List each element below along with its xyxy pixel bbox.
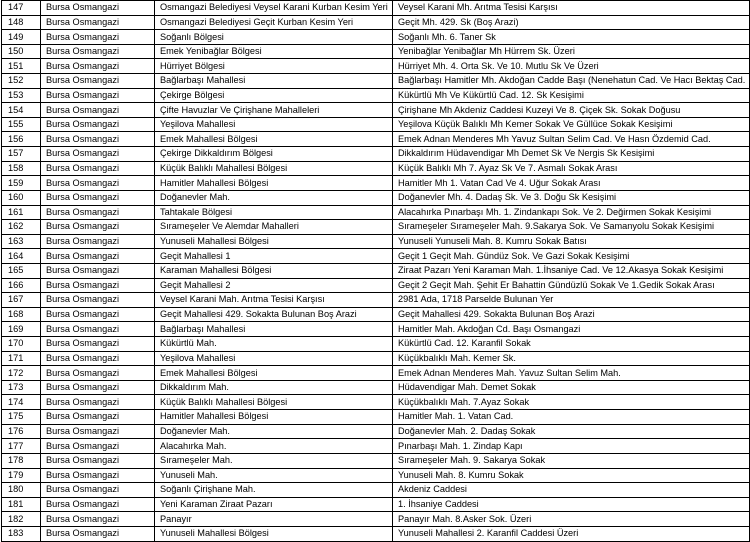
district-cell: Bursa Osmangazi (41, 512, 155, 527)
district-cell: Bursa Osmangazi (41, 147, 155, 162)
row-number-cell: 175 (2, 410, 41, 425)
table-row (2, 468, 750, 483)
table-row (2, 190, 750, 205)
location-name-cell: Soğanlı Çirişhane Mah. (155, 483, 393, 498)
table-row (2, 220, 750, 235)
address-cell: Küçük Balıklı Mh 7. Ayaz Sk Ve 7. Asmalı Sokak Arası (393, 161, 750, 176)
location-name-cell: Dikkaldırım Mah. (155, 380, 393, 395)
district-cell: Bursa Osmangazi (41, 366, 155, 381)
row-number-cell: 166 (2, 278, 41, 293)
district-cell: Bursa Osmangazi (41, 190, 155, 205)
address-cell: Veysel Karani Mh. Arıtma Tesisi Karşısı (393, 1, 750, 16)
row-number-cell: 172 (2, 366, 41, 381)
address-cell: Panayır Mah. 8.Asker Sok. Üzeri (393, 512, 750, 527)
table-row (2, 322, 750, 337)
row-number-cell: 156 (2, 132, 41, 147)
district-cell: Bursa Osmangazi (41, 74, 155, 89)
table-row (2, 74, 750, 89)
district-cell: Bursa Osmangazi (41, 205, 155, 220)
address-cell: Geçit 1 Geçit Mah. Gündüz Sok. Ve Gazi Sokak Kesişimi (393, 249, 750, 264)
district-cell: Bursa Osmangazi (41, 337, 155, 352)
location-name-cell: Bağlarbaşı Mahallesi (155, 322, 393, 337)
address-cell: Bağlarbaşı Hamitler Mh. Akdoğan Cadde Başı (Nenehatun Cad. Ve Hacı Bektaş Cad. (393, 74, 750, 89)
table-row (2, 424, 750, 439)
location-name-cell: Yeşilova Mahallesi (155, 117, 393, 132)
address-cell: Hamitler Mah. Akdoğan Cd. Başı Osmangazi (393, 322, 750, 337)
location-name-cell: Yeni Karaman Ziraat Pazarı (155, 497, 393, 512)
row-number-cell: 180 (2, 483, 41, 498)
address-cell: Akdeniz Caddesi (393, 483, 750, 498)
address-cell: Yunuseli Mahallesi 2. Karanfil Caddesi Üzeri (393, 526, 750, 541)
address-cell: Hüdavendigar Mah. Demet Sokak (393, 380, 750, 395)
location-name-cell: Emek Yenibağlar Bölgesi (155, 44, 393, 59)
row-number-cell: 161 (2, 205, 41, 220)
address-cell: Yunuseli Mah. 8. Kumru Sokak (393, 468, 750, 483)
location-name-cell: Çekirge Bölgesi (155, 88, 393, 103)
address-cell: Yeşilova Küçük Balıklı Mh Kemer Sokak Ve Güllüce Sokak Kesişimi (393, 117, 750, 132)
row-number-cell: 160 (2, 190, 41, 205)
location-name-cell: Kükürtlü Mah. (155, 337, 393, 352)
row-number-cell: 170 (2, 337, 41, 352)
table-row (2, 44, 750, 59)
row-number-cell: 176 (2, 424, 41, 439)
table-row (2, 351, 750, 366)
table-row (2, 512, 750, 527)
table-row (2, 337, 750, 352)
address-cell: Emek Adnan Menderes Mh Yavuz Sultan Selim Cad. Ve Hasn Özdemid Cad. (393, 132, 750, 147)
table-body (2, 1, 750, 542)
district-cell: Bursa Osmangazi (41, 132, 155, 147)
address-cell: Geçit Mh. 429. Sk (Boş Arazi) (393, 15, 750, 30)
district-cell: Bursa Osmangazi (41, 30, 155, 45)
row-number-cell: 157 (2, 147, 41, 162)
district-cell: Bursa Osmangazi (41, 176, 155, 191)
row-number-cell: 173 (2, 380, 41, 395)
location-name-cell: Yunuseli Mahallesi Bölgesi (155, 526, 393, 541)
address-cell: Doğanevler Mah. 2. Dadaş Sokak (393, 424, 750, 439)
address-cell: 1. İhsaniye Caddesi (393, 497, 750, 512)
district-cell: Bursa Osmangazi (41, 468, 155, 483)
address-cell: Hamitler Mh 1. Vatan Cad Ve 4. Uğur Sokak Arası (393, 176, 750, 191)
district-cell: Bursa Osmangazi (41, 497, 155, 512)
table-row (2, 205, 750, 220)
row-number-cell: 162 (2, 220, 41, 235)
district-cell: Bursa Osmangazi (41, 103, 155, 118)
district-cell: Bursa Osmangazi (41, 439, 155, 454)
table-row (2, 483, 750, 498)
address-cell: Hamitler Mah. 1. Vatan Cad. (393, 410, 750, 425)
row-number-cell: 154 (2, 103, 41, 118)
location-name-cell: Yeşilova Mahallesi (155, 351, 393, 366)
row-number-cell: 181 (2, 497, 41, 512)
district-cell: Bursa Osmangazi (41, 526, 155, 541)
table-row (2, 249, 750, 264)
row-number-cell: 167 (2, 293, 41, 308)
address-cell: Soğanlı Mh. 6. Taner Sk (393, 30, 750, 45)
address-cell: Yenibağlar Yenibağlar Mh Hürrem Sk. Üzeri (393, 44, 750, 59)
district-cell: Bursa Osmangazi (41, 44, 155, 59)
address-cell: Kükürtlü Mh Ve Kükürtlü Cad. 12. Sk Kesişimi (393, 88, 750, 103)
location-name-cell: Geçit Mahallesi 429. Sokakta Bulunan Boş Arazi (155, 307, 393, 322)
address-cell: Emek Adnan Menderes Mah. Yavuz Sultan Selim Mah. (393, 366, 750, 381)
district-cell: Bursa Osmangazi (41, 322, 155, 337)
row-number-cell: 151 (2, 59, 41, 74)
table-row (2, 15, 750, 30)
row-number-cell: 152 (2, 74, 41, 89)
district-cell: Bursa Osmangazi (41, 483, 155, 498)
location-name-cell: Alacahırka Mah. (155, 439, 393, 454)
district-cell: Bursa Osmangazi (41, 117, 155, 132)
table-row (2, 526, 750, 541)
location-name-cell: Hürriyet Bölgesi (155, 59, 393, 74)
address-cell: Yunuseli Yunuseli Mah. 8. Kumru Sokak Batısı (393, 234, 750, 249)
address-cell: 2981 Ada, 1718 Parselde Bulunan Yer (393, 293, 750, 308)
row-number-cell: 182 (2, 512, 41, 527)
row-number-cell: 148 (2, 15, 41, 30)
location-name-cell: Çifte Havuzlar Ve Çirişhane Mahalleleri (155, 103, 393, 118)
district-cell: Bursa Osmangazi (41, 220, 155, 235)
location-name-cell: Yunuseli Mahallesi Bölgesi (155, 234, 393, 249)
row-number-cell: 177 (2, 439, 41, 454)
row-number-cell: 155 (2, 117, 41, 132)
row-number-cell: 149 (2, 30, 41, 45)
address-cell: Küçükbalıklı Mah. 7.Ayaz Sokak (393, 395, 750, 410)
address-cell: Ziraat Pazarı Yeni Karaman Mah. 1.İhsaniye Cad. Ve 12.Akasya Sokak Kesişimi (393, 263, 750, 278)
row-number-cell: 153 (2, 88, 41, 103)
row-number-cell: 159 (2, 176, 41, 191)
table-row (2, 366, 750, 381)
table-row (2, 307, 750, 322)
table-row (2, 103, 750, 118)
district-cell: Bursa Osmangazi (41, 410, 155, 425)
district-cell: Bursa Osmangazi (41, 15, 155, 30)
location-name-cell: Sırameşeler Mah. (155, 453, 393, 468)
table-row (2, 453, 750, 468)
row-number-cell: 169 (2, 322, 41, 337)
location-name-cell: Osmangazi Belediyesi Geçit Kurban Kesim Yeri (155, 15, 393, 30)
district-cell: Bursa Osmangazi (41, 351, 155, 366)
location-name-cell: Hamitler Mahallesi Bölgesi (155, 176, 393, 191)
address-cell: Doğanevler Mh. 4. Dadaş Sk. Ve 3. Doğu Sk Kesişimi (393, 190, 750, 205)
row-number-cell: 168 (2, 307, 41, 322)
address-cell: Pınarbaşı Mah. 1. Zindap Kapı (393, 439, 750, 454)
district-cell: Bursa Osmangazi (41, 307, 155, 322)
table-row (2, 1, 750, 16)
location-name-cell: Emek Mahallesi Bölgesi (155, 366, 393, 381)
address-cell: Sırameşeler Sırameşeler Mah. 9.Sakarya Sok. Ve Samanyolu Sokak Kesişimi (393, 220, 750, 235)
table-row (2, 293, 750, 308)
address-cell: Sırameşeler Mah. 9. Sakarya Sokak (393, 453, 750, 468)
row-number-cell: 183 (2, 526, 41, 541)
table-row (2, 234, 750, 249)
district-cell: Bursa Osmangazi (41, 88, 155, 103)
row-number-cell: 171 (2, 351, 41, 366)
location-name-cell: Doğanevler Mah. (155, 190, 393, 205)
district-cell: Bursa Osmangazi (41, 424, 155, 439)
location-name-cell: Karaman Mahallesi Bölgesi (155, 263, 393, 278)
table-row (2, 497, 750, 512)
table-row (2, 147, 750, 162)
district-cell: Bursa Osmangazi (41, 161, 155, 176)
table-row (2, 439, 750, 454)
location-name-cell: Soğanlı Bölgesi (155, 30, 393, 45)
table-row (2, 117, 750, 132)
location-name-cell: Doğanevler Mah. (155, 424, 393, 439)
table-row (2, 176, 750, 191)
row-number-cell: 179 (2, 468, 41, 483)
location-name-cell: Tahtakale Bölgesi (155, 205, 393, 220)
district-cell: Bursa Osmangazi (41, 249, 155, 264)
location-name-cell: Yunuseli Mah. (155, 468, 393, 483)
district-cell: Bursa Osmangazi (41, 59, 155, 74)
table-row (2, 88, 750, 103)
district-cell: Bursa Osmangazi (41, 1, 155, 16)
location-name-cell: Sırameşeler Ve Alemdar Mahalleri (155, 220, 393, 235)
district-cell: Bursa Osmangazi (41, 380, 155, 395)
row-number-cell: 174 (2, 395, 41, 410)
location-name-cell: Osmangazi Belediyesi Veysel Karani Kurban Kesim Yeri (155, 1, 393, 16)
location-name-cell: Emek Mahallesi Bölgesi (155, 132, 393, 147)
location-name-cell: Küçük Balıklı Mahallesi Bölgesi (155, 161, 393, 176)
address-cell: Dikkaldırım Hüdavendigar Mh Demet Sk Ve Nergis Sk Kesişimi (393, 147, 750, 162)
location-name-cell: Geçit Mahallesi 1 (155, 249, 393, 264)
address-cell: Geçit 2 Geçit Mah. Şehit Er Bahattin Gündüzlü Sokak Ve 1.Gedik Sokak Arası (393, 278, 750, 293)
location-name-cell: Çekirge Dikkaldırım Bölgesi (155, 147, 393, 162)
district-cell: Bursa Osmangazi (41, 234, 155, 249)
location-name-cell: Veysel Karani Mah. Arıtma Tesisi Karşısı (155, 293, 393, 308)
row-number-cell: 158 (2, 161, 41, 176)
location-name-cell: Geçit Mahallesi 2 (155, 278, 393, 293)
table-row (2, 132, 750, 147)
table-row (2, 263, 750, 278)
row-number-cell: 163 (2, 234, 41, 249)
row-number-cell: 178 (2, 453, 41, 468)
row-number-cell: 147 (2, 1, 41, 16)
address-cell: Geçit Mahallesi 429. Sokakta Bulunan Boş Arazi (393, 307, 750, 322)
address-cell: Küçükbalıklı Mah. Kemer Sk. (393, 351, 750, 366)
location-name-cell: Panayır (155, 512, 393, 527)
district-cell: Bursa Osmangazi (41, 263, 155, 278)
address-cell: Alacahırka Pınarbaşı Mh. 1. Zindankapı Sok. Ve 2. Değirmen Sokak Kesişimi (393, 205, 750, 220)
district-cell: Bursa Osmangazi (41, 278, 155, 293)
table-row (2, 410, 750, 425)
row-number-cell: 164 (2, 249, 41, 264)
table-row (2, 395, 750, 410)
location-name-cell: Hamitler Mahallesi Bölgesi (155, 410, 393, 425)
district-cell: Bursa Osmangazi (41, 293, 155, 308)
table-row (2, 380, 750, 395)
location-name-cell: Bağlarbaşı Mahallesi (155, 74, 393, 89)
kurban-kesim-yerleri-table (1, 0, 750, 542)
table-row (2, 161, 750, 176)
table-row (2, 278, 750, 293)
district-cell: Bursa Osmangazi (41, 453, 155, 468)
address-cell: Çirişhane Mh Akdeniz Caddesi Kuzeyi Ve 8. Çiçek Sk. Sokak Doğusu (393, 103, 750, 118)
row-number-cell: 150 (2, 44, 41, 59)
table-row (2, 59, 750, 74)
location-name-cell: Küçük Balıklı Mahallesi Bölgesi (155, 395, 393, 410)
table-row (2, 30, 750, 45)
address-cell: Hürriyet Mh. 4. Orta Sk. Ve 10. Mutlu Sk Ve Üzeri (393, 59, 750, 74)
address-cell: Kükürtlü Cad. 12. Karanfil Sokak (393, 337, 750, 352)
row-number-cell: 165 (2, 263, 41, 278)
district-cell: Bursa Osmangazi (41, 395, 155, 410)
